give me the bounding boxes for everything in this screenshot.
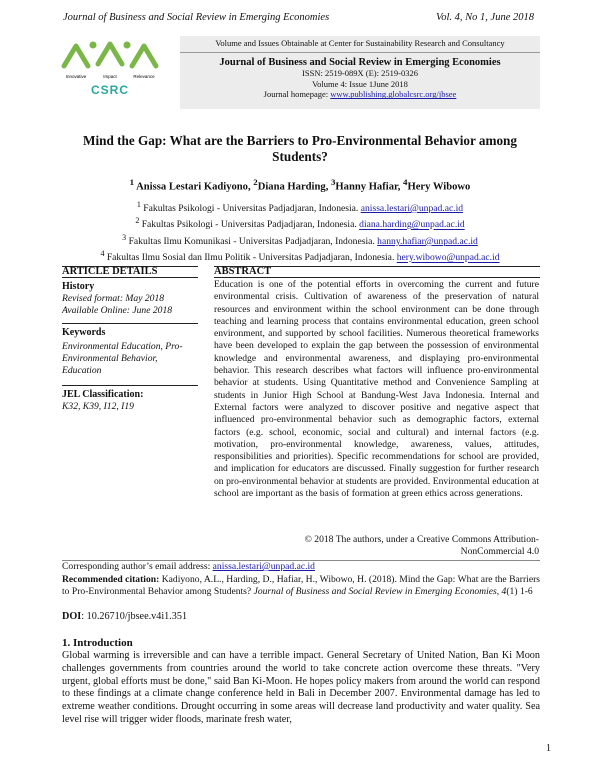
author-3-num: 3 [331,177,336,187]
abstract-bottom-rule [214,277,540,278]
citation-label: Recommended citation: [62,574,160,585]
affiliation-3-email[interactable]: hanny.hafiar@unpad.ac.id [377,236,478,248]
affiliation-3 [62,232,538,248]
homepage-link[interactable]: www.publishing.globalcsrc.org/jbsee [330,89,457,100]
author-1-num: 1 [129,177,135,187]
citation-text: Kadiyono, A.L., Harding, D., Hafiar, H., Wibowo, H. (2018). Mind the Gap: What are the Barriers to Pro-Environmental Behavior among Students? [62,574,541,598]
running-header-journal: Journal of Business and Social Review in Emerging Economies [63,12,330,23]
article-details-bottom-rule [62,277,198,278]
license-line-2: NonCommercial 4.0 [460,546,539,558]
article-details [62,279,198,413]
author-4: Hery Wibowo [407,181,471,193]
abstract-heading: ABSTRACT [214,266,272,277]
author-2-num: 2 [253,177,258,187]
history-label: History [62,281,95,292]
history-divider [62,323,198,324]
jel-label: JEL Classification: [62,388,144,400]
recommended-citation [62,574,540,599]
article-title: Mind the Gap: What are the Barriers to Pro-Environmental Behavior among Students? [83,133,517,164]
logo-brand: CSRC [90,83,130,97]
license-line-1: © 2018 The authors, under a Creative Commons Attribution- [304,534,539,545]
abstract-text: Education is one of the potential efforts in overcoming the current and future environmental crisis. Cultivation of awareness of the preservation of natural resources and environment within the school environment can be done through teaching and learning process that contains environmental education, green school environment, and supported by school facilities. Numerous theoretical frameworks have been developed to explain the gap between the possession of environmental knowledge and environmental awareness, and displaying pro-environmental behavior. This research describes what factors will influence pro-environmental behavior at students. Using Quantitative method and Convenience Sampling at students in Junior High School at Bandung-West Java Indonesia. Internal and External factors were analyzed to discover positive and negative aspect that influenced pro-environmental behavior such as demographic factors, external factors (e.g. school, economic, social and cultural) and internal factors (e.g. motivation, pro-environmental knowledge, awareness, values, attitudes, responsibilities and priorities). Specific recommendations for school are provided, and implication for educators are discussed. Finally suggestion for further research on pro-environmental behavior at students are provided. Environmental education at school are important as the basis of formation at green ethics across generations. [214,279,539,500]
journal-name: Journal of Business and Social Review in Emerging Economies [219,56,501,68]
csrc-logo [58,36,173,102]
corresponding-email[interactable]: anissa.lestari@unpad.ac.id [212,561,315,572]
logo-label-3: Relevance [133,74,155,79]
introduction-text: Global warming is irreversible and can have a terrible impact. General Secretary of United Nation, Ban Ki Moon challenges governments from countries around the world to take concrete action overcome these threats. "Very urgent, global efforts must be done," said Ban Ki-Moon. He hopes policy makers from around the world can respond to these findings at a climate change conference held in Bali in December 2007. Environmental damage has led to extreme weather conditions. Drought occurring in some areas will decrease land productivity and water quality. Sea level rise will trigger wider floods, marinate fresh water, [62,650,540,725]
affiliation-4-email[interactable]: hery.wibowo@unpad.ac.id [396,252,500,264]
obtainable-line: Volume and Issues Obtainable at Center for Sustainability Research and Consultancy [180,36,540,53]
license [214,534,539,559]
affiliation-4-num: 4 [100,249,105,259]
affiliation-2-email[interactable]: diana.harding@unpad.ac.id [359,219,465,231]
affiliation-4-text: Fakultas Ilmu Sosial dan Ilmu Politik - Universitas Padjadjaran, Indonesia. [104,252,397,264]
affiliation-3-num: 3 [122,232,127,242]
author-3: Hanny Hafiar, [335,181,404,193]
affiliation-4 [62,248,538,264]
keywords-divider [62,385,198,386]
doi [62,611,540,623]
author-4-num: 4 [403,177,408,187]
available-date: Available Online: June 2018 [62,304,173,316]
csrc-logo-graphic [58,36,173,102]
affiliation-2 [62,215,538,231]
affiliation-3-text: Fakultas Ilmu Komunikasi - Universitas Padjadjaran, Indonesia. [126,236,378,248]
corresponding-label: Corresponding author’s email address: [62,561,213,572]
author-2: Diana Harding, [257,181,331,193]
homepage-line [180,89,540,100]
homepage-label: Journal homepage: [263,89,331,100]
logo-label-2: Impact [103,74,117,79]
affiliation-1 [62,199,538,215]
page-number: 1 [546,743,551,754]
affiliation-2-text: Fakultas Psikologi - Universitas Padjadjaran, Indonesia. [139,219,360,231]
citation-pages: (1) 1-6 [506,586,533,598]
jel-codes: K32, K39, I12, I19 [62,401,134,413]
affiliation-1-num: 1 [136,200,141,209]
affiliation-2-num: 2 [135,216,140,226]
doi-value: : 10.26710/jbsee.v4i1.351 [81,611,188,622]
author-list [62,177,538,193]
introduction-heading: 1. Introduction [62,637,133,649]
journal-info-box [180,36,540,109]
citation-journal: Journal of Business and Social Review in Emerging Economies, 4 [253,586,507,598]
revised-date: Revised format: May 2018 [62,292,165,304]
article-details-heading: ARTICLE DETAILS [62,266,158,277]
volume-issue: Volume 4: Issue 1June 2018 [312,78,408,89]
author-1: Anissa Lestari Kadiyono, [134,181,254,193]
keywords-label: Keywords [62,327,106,339]
corresponding-author [62,561,540,573]
affiliation-1-text: Fakultas Psikologi - Universitas Padjadjaran, Indonesia. [140,203,361,215]
affiliation-1-email[interactable]: anissa.lestari@unpad.ac.id [360,203,464,215]
doi-label: DOI [62,611,82,622]
running-header-volume: Vol. 4, No 1, June 2018 [436,12,534,23]
keywords: Environmental Education, Pro-Environmental Behavior, Education [62,341,183,376]
logo-label-1: Innovative [65,74,87,79]
affiliations [62,199,538,265]
issn: ISSN: 2519-089X (E): 2519-0326 [302,68,418,79]
